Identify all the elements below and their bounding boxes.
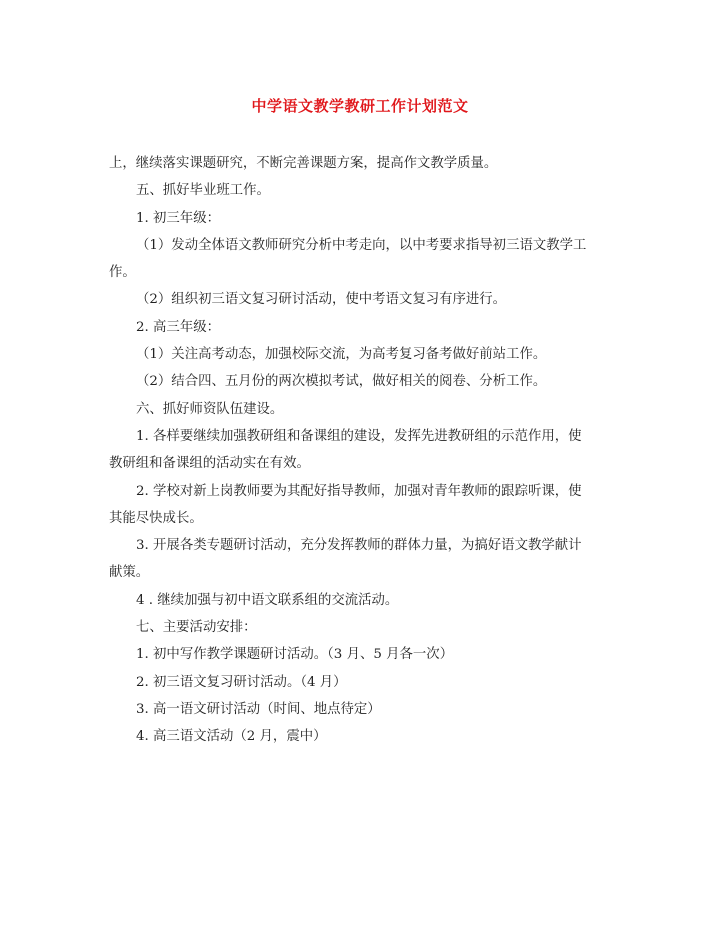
section-heading: 七、主要活动安排： (136, 620, 257, 636)
document-title: 中学语文教学教研工作计划范文 (251, 97, 469, 115)
text-line: 上，继续落实课题研究，不断完善课题方案，提高作文教学质量。 (109, 156, 498, 171)
list-item: 4. 高三语文活动（2 月，震中） (136, 729, 327, 745)
text-line: （2）结合四、五月份的两次模拟考试，做好相关的阅卷、分析工作。 (136, 374, 547, 390)
list-item: 3. 高一语文研讨活动（时间、地点待定） (136, 701, 381, 717)
text-line: （1）关注高考动态，加强校际交流，为高考复习备考做好前站工作。 (136, 347, 547, 363)
text-line: 1. 各样要继续加强教研组和备课组的建设，发挥先进教研组的示范作用，使 (136, 428, 582, 444)
section-heading: 五、抓好毕业班工作。 (136, 183, 270, 199)
text-line: 教研组和备课组的活动实在有效。 (109, 456, 310, 472)
text-line: （1）发动全体语文教师研究分析中考走向，以中考要求指导初三语文教学工 (136, 237, 587, 253)
section-heading: 六、抓好师资队伍建设。 (136, 401, 284, 417)
sub-heading: 2. 高三年级： (136, 319, 220, 335)
text-line: 3. 开展各类专题研讨活动，充分发挥教师的群体力量，为搞好语文教学献计 (136, 538, 582, 554)
text-line: 2. 学校对新上岗教师要为其配好指导教师，加强对青年教师的跟踪听课，使 (136, 483, 582, 499)
text-line: 作。 (109, 265, 136, 281)
list-item: 1. 初中写作教学课题研讨活动。（3 月、5 月各一次） (136, 647, 454, 663)
text-line: 其能尽快成长。 (109, 510, 203, 526)
document-body (109, 150, 615, 751)
sub-heading: 1. 初三年级： (136, 210, 220, 226)
list-item: 2. 初三语文复习研讨活动。（4 月） (136, 674, 347, 690)
text-line: 献策。 (109, 565, 150, 581)
text-line: 4 . 继续加强与初中语文联系组的交流活动。 (136, 592, 399, 608)
text-line: （2）组织初三语文复习研讨活动，使中考语文复习有序进行。 (136, 292, 507, 308)
